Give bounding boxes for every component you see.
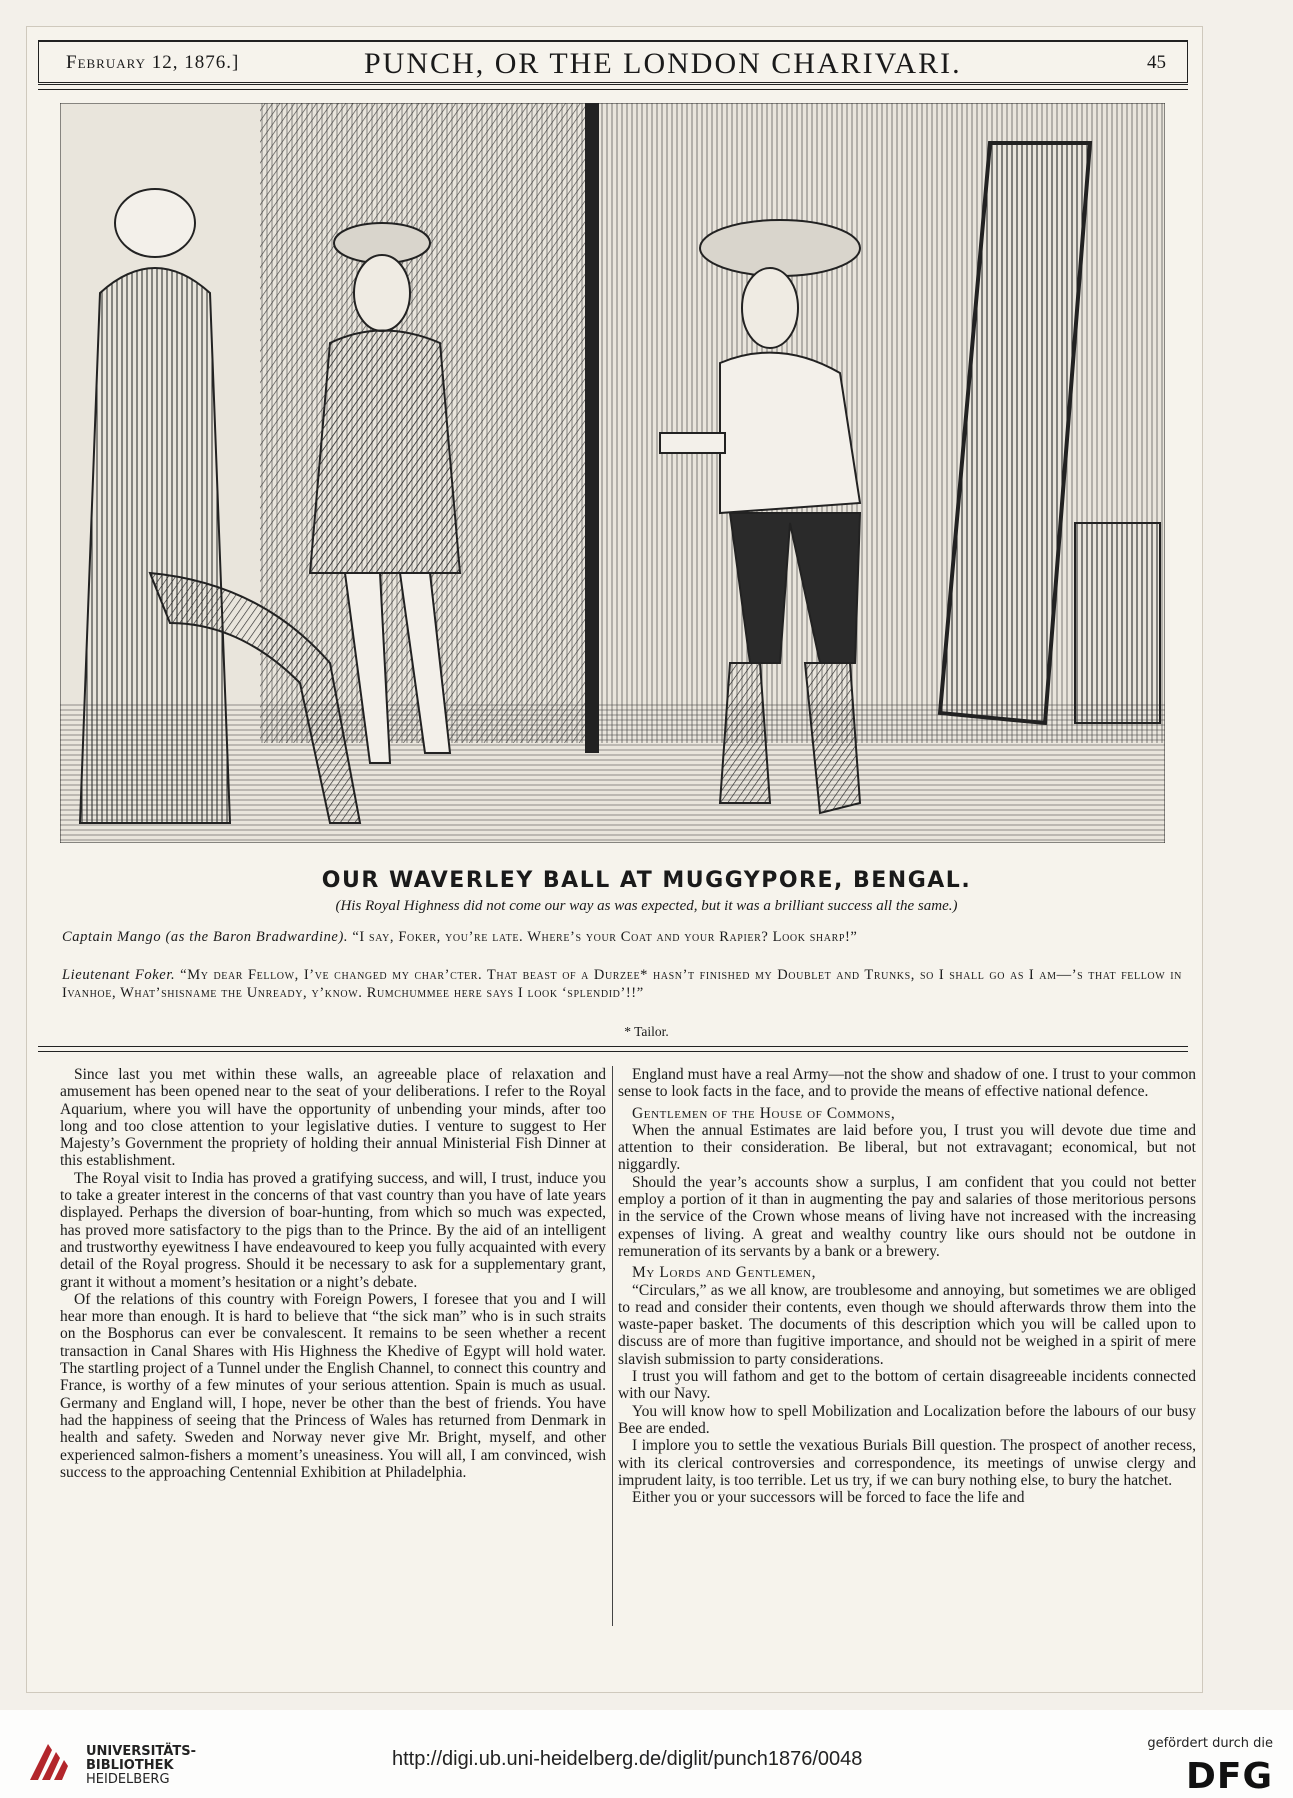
- foker-shirt: [720, 353, 860, 513]
- digitization-footer: [0, 1710, 1293, 1798]
- paragraph: The Royal visit to India has proved a gratifying success, and will, I trust, induce you to take a greater interest in the concerns of that vast country than you have of late years displayed. Perhaps the diversion of boar-hunting, from which so much was expected, has proved more satisfactory to the pigs than to the Prince. By the aid of an intelligent and trustworthy eyewitness I have endeavoured to keep you fully acquainted with every detail of the Royal progress. Should it be necessary to ask for a supplementary grant, grant it without a moment’s hesitation or a night’s debate.: [60, 1169, 606, 1291]
- paragraph: Of the relations of this country with Foreign Powers, I foresee that you and I will hear more than enough. It is hard to believe that “the sick man” who is in such straits on the Bosphorus can ever be convalescent. It remains to be seen whether a recent transaction in Canal Shares with His Highness the Khedive of Egypt will hold water. The startling project of a Tunnel under the English Channel, to connect this country and France, is worthy of a few minutes of your serious attention. Spain is much as usual. Germany and England will, I hope, never be other than the best of friends. You have had the happiness of seeing that the Princess of Wales has returned from Denmark in health and safety. Sweden and Norway never give Mr. Bright, myself, and other experienced salmon-fishers a moment’s uneasiness. You will all, I am convinced, wish success to the approaching Centennial Exhibition at Philadelphia.: [60, 1290, 606, 1481]
- cartoon-subtitle: (His Royal Highness did not come our way as was expected, but it was a brilliant success all the same.): [335, 898, 958, 914]
- caption-speaker: Lieutenant Foker.: [62, 967, 176, 983]
- header-double-rule: [38, 84, 1188, 90]
- paragraph: You will know how to spell Mobilization and Localization before the labours of our busy Bee are ended.: [618, 1402, 1196, 1437]
- paragraph: When the annual Estimates are laid before you, I trust you will devote due time and attention to their consideration. Be liberal, but not extravagant; economical, but not niggardly.: [618, 1121, 1196, 1174]
- caption-line-foker: [62, 966, 1182, 1002]
- header-rule-right: [1187, 42, 1188, 82]
- library-line: BIBLIOTHEK: [86, 1758, 174, 1773]
- foker-face: [742, 268, 798, 348]
- caption-line-captain: [62, 928, 1182, 946]
- caption-footnote: * Tailor.: [624, 1024, 669, 1039]
- paragraph: England must have a real Army—not the show and shadow of one. I trust to your common sense to look facts in the face, and to provide the means of effective national defence.: [618, 1066, 1196, 1101]
- library-name: [86, 1745, 196, 1787]
- library-line: UNIVERSITÄTS-: [86, 1744, 196, 1759]
- feathered-hat-right: [700, 220, 860, 276]
- salutation-lords: My Lords and Gentlemen,: [632, 1264, 817, 1282]
- university-library-logo[interactable]: [26, 1740, 72, 1786]
- section-double-rule: [38, 1046, 1188, 1052]
- caption-speech: “My dear Fellow, I’ve changed my char’cter. That beast of a Durzee* hasn’t finished my Doublet and Trunks, so I shall go as I am—’s that fellow in Ivanhoe, What’shisname the Unready, y’know. Rumchummee here says I look ‘splendid’!!”: [62, 967, 1182, 1001]
- header-rule-left: [38, 42, 39, 82]
- header-title: PUNCH, OR THE LONDON CHARIVARI.: [364, 47, 962, 80]
- page-header: [38, 40, 1188, 83]
- dfg-logo[interactable]: DFG: [1185, 1756, 1273, 1797]
- servant-figure: [80, 268, 230, 823]
- caption-speaker: Captain Mango (as the Baron Bradwardine).: [62, 929, 349, 945]
- cartoon-illustration: [60, 103, 1165, 843]
- permalink-url[interactable]: http://digi.ub.uni-heidelberg.de/diglit/punch1876/0048: [392, 1748, 863, 1770]
- header-date: February 12, 1876.]: [66, 52, 240, 73]
- door-frame: [585, 103, 599, 753]
- library-line: HEIDELBERG: [86, 1772, 170, 1787]
- left-text-column: [60, 1066, 606, 1481]
- paragraph: I implore you to settle the vexatious Burials Bill question. The prospect of another recess, with its clerical controversies and correspondence, its meetings of unwise clergy and imprudent laity, is too terrible. Let us try, if we can bury nothing else, to bury the hatchet.: [618, 1437, 1196, 1489]
- caption-speech: “I say, Foker, you’re late. Where’s your Coat and your Rapier? Look sharp!”: [348, 929, 858, 945]
- side-table: [1075, 523, 1160, 723]
- turban: [115, 189, 195, 257]
- cartoon-engraving: [60, 103, 1165, 843]
- salutation-commons: Gentlemen of the House of Commons,: [632, 1104, 896, 1122]
- cartoon-title: OUR WAVERLEY BALL AT MUGGYPORE, BENGAL.: [321, 868, 972, 893]
- captain-face: [354, 255, 410, 331]
- header-page-number: 45: [1147, 52, 1166, 73]
- right-text-column: [618, 1066, 1196, 1506]
- paragraph: Should the year’s accounts show a surplus, I am confident that you could not better employ a portion of it than in augmenting the pay and salaries of those meritorious persons in the service of the Crown whose means of living have not increased with the increasing expenses of living. A great and wealthy country like ours should not be outdone in remuneration of its servants by a bank or a brewery.: [618, 1173, 1196, 1260]
- column-divider: [612, 1066, 613, 1626]
- captain-coat: [310, 331, 460, 574]
- paragraph: Either you or your successors will be forced to face the life and: [632, 1489, 1025, 1507]
- paragraph: “Circulars,” as we all know, are troublesome and annoying, but sometimes we are obliged to read and consider their contents, even though we should afterwards throw them into the waste-paper basket. The documents of this description which you will be called upon to discuss are of more than fugitive importance, and should not be weighed in a spirit of mere slavish submission to party considerations.: [618, 1281, 1196, 1368]
- funding-note: gefördert durch die: [1147, 1736, 1273, 1751]
- paragraph: Since last you met within these walls, an agreeable place of relaxation and amusement has been opened near to the seat of your deliberations. I refer to the Royal Aquarium, where you will have the opportunity of unbending your minds, after too long and too close attention to your legislative duties. I venture to suggest to Her Majesty’s Government the propriety of holding their annual Ministerial Fish Dinner at this establishment.: [60, 1066, 606, 1170]
- paragraph: I trust you will fathom and get to the bottom of certain disagreeable incidents connected with our Navy.: [618, 1368, 1196, 1403]
- foker-gloved-hands: [660, 433, 725, 453]
